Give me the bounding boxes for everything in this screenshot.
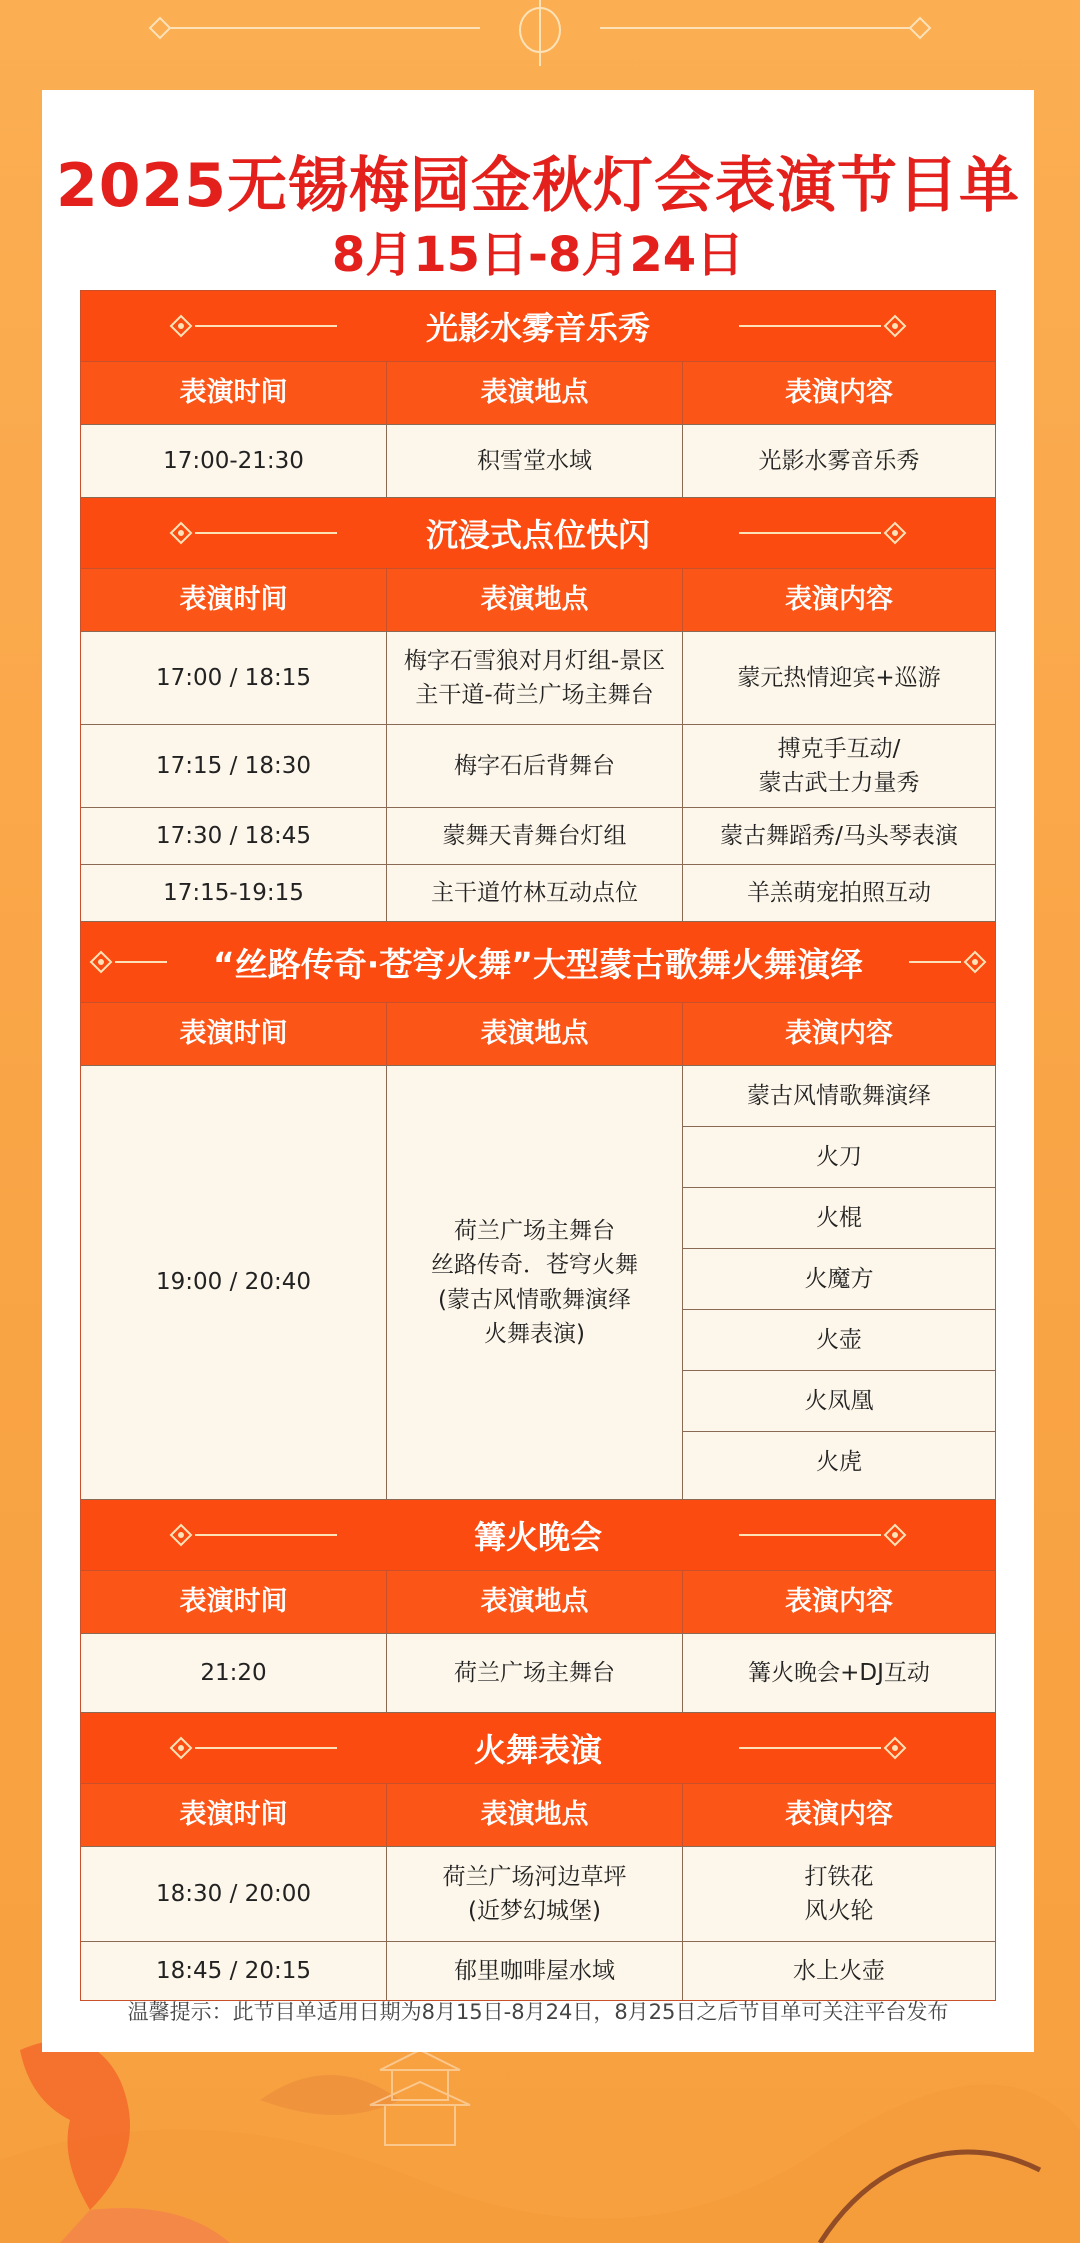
place-line: 主干道-荷兰广场主舞台 bbox=[415, 682, 654, 708]
column-header-row bbox=[81, 569, 995, 632]
ornament-right-icon bbox=[907, 950, 987, 974]
page-title: 2025无锡梅园金秋灯会表演节目单 bbox=[56, 151, 1020, 221]
place-line: 梅字石雪狼对月灯组-景区 bbox=[403, 647, 666, 674]
place-cell bbox=[387, 632, 683, 724]
header-content: 表演内容 bbox=[785, 1798, 893, 1830]
pagoda-icon bbox=[370, 2050, 470, 2145]
table-row bbox=[81, 632, 995, 725]
ornament-right-icon bbox=[737, 1523, 907, 1547]
content-cell: 火魔方 bbox=[683, 1249, 995, 1310]
section-title: 篝火晚会 bbox=[473, 1518, 602, 1556]
content-cell: 火虎 bbox=[816, 1449, 862, 1476]
time-cell: 17:15 / 18:30 bbox=[81, 725, 387, 807]
header-time: 表演时间 bbox=[81, 1003, 387, 1065]
header-place: 表演地点 bbox=[387, 1003, 683, 1065]
time-cell: 17:00 / 18:15 bbox=[81, 632, 387, 724]
table-row bbox=[81, 1942, 995, 2000]
column-header-row bbox=[81, 1003, 995, 1066]
place-cell: 主干道竹林互动点位 bbox=[387, 865, 683, 921]
header-content: 表演内容 bbox=[785, 376, 893, 408]
section-header bbox=[81, 291, 995, 362]
ornament-right-icon bbox=[737, 1736, 907, 1760]
content-cell: 水上火壶 bbox=[793, 1957, 885, 1984]
section-header bbox=[81, 498, 995, 569]
table-row bbox=[81, 1066, 995, 1500]
content-cell bbox=[683, 1847, 995, 1941]
place-line: 荷兰广场主舞台 bbox=[454, 1217, 615, 1244]
place-cell: 荷兰广场主舞台 bbox=[387, 1634, 683, 1712]
ornament-left-icon bbox=[89, 950, 169, 974]
header-place: 表演地点 bbox=[387, 1784, 683, 1846]
table-row bbox=[81, 1634, 995, 1713]
table-row bbox=[81, 865, 995, 922]
place-cell: 蒙舞天青舞台灯组 bbox=[387, 808, 683, 864]
time-cell: 17:15-19:15 bbox=[81, 865, 387, 921]
content-stack bbox=[683, 1066, 995, 1499]
ornament-left-icon bbox=[169, 1523, 339, 1547]
content-cell: 蒙元热情迎宾+巡游 bbox=[737, 664, 941, 691]
time-cell: 17:30 / 18:45 bbox=[81, 808, 387, 864]
place-cell bbox=[387, 1847, 683, 1941]
ornament-left-icon bbox=[169, 521, 339, 545]
content-line: 搏克手互动/ bbox=[777, 735, 901, 762]
content-cell: 火刀 bbox=[683, 1127, 995, 1188]
header-time: 表演时间 bbox=[81, 362, 387, 424]
header-place: 表演地点 bbox=[387, 1571, 683, 1633]
section-title: 沉浸式点位快闪 bbox=[425, 516, 650, 554]
date-range: 8月15日-8月24日 bbox=[331, 227, 745, 283]
column-header-row bbox=[81, 1784, 995, 1847]
table-row bbox=[81, 1847, 995, 1942]
place-line: (蒙古风情歌舞演绎 bbox=[438, 1286, 631, 1313]
column-header-row bbox=[81, 362, 995, 425]
header-place: 表演地点 bbox=[387, 569, 683, 631]
section-title: “丝路传奇·苍穹火舞”大型蒙古歌舞火舞演绎 bbox=[213, 944, 863, 984]
place-line: 荷兰广场河边草坪 bbox=[442, 1863, 627, 1890]
header-time: 表演时间 bbox=[81, 569, 387, 631]
content-cell: 蒙古风情歌舞演绎 bbox=[683, 1066, 995, 1127]
column-header-row bbox=[81, 1571, 995, 1634]
section-header bbox=[81, 922, 995, 1003]
time-cell: 18:30 / 20:00 bbox=[81, 1847, 387, 1941]
header-time: 表演时间 bbox=[81, 1571, 387, 1633]
place-cell: 郁里咖啡屋水域 bbox=[387, 1942, 683, 2000]
table-row bbox=[81, 725, 995, 808]
content-line: 风火轮 bbox=[804, 1898, 874, 1924]
table-row bbox=[81, 808, 995, 865]
header-place: 表演地点 bbox=[387, 362, 683, 424]
content-cell: 蒙古舞蹈秀/马头琴表演 bbox=[720, 822, 958, 849]
time-cell: 17:00-21:30 bbox=[81, 425, 387, 497]
content-cell: 火壶 bbox=[683, 1310, 995, 1371]
program-card bbox=[42, 90, 1034, 2052]
place-cell bbox=[387, 1066, 683, 1499]
lantern-icon bbox=[520, 0, 560, 66]
place-line: 火舞表演) bbox=[484, 1321, 585, 1347]
ornament-right-icon bbox=[737, 521, 907, 545]
content-cell bbox=[683, 725, 995, 807]
content-cell: 火棍 bbox=[683, 1188, 995, 1249]
header-content: 表演内容 bbox=[785, 583, 893, 615]
section-title: 火舞表演 bbox=[473, 1731, 602, 1769]
content-line: 蒙古武士力量秀 bbox=[758, 770, 920, 796]
place-line: 丝路传奇．苍穹火舞 bbox=[431, 1252, 638, 1278]
footer-note: 温馨提示：此节目单适用日期为8月15日-8月24日，8月25日之后节目单可关注平台发布 bbox=[127, 2000, 949, 2024]
top-decoration bbox=[0, 0, 1080, 80]
place-cell: 积雪堂水域 bbox=[387, 425, 683, 497]
content-cell: 羊羔萌宠拍照互动 bbox=[747, 879, 931, 906]
section-header bbox=[81, 1713, 995, 1784]
schedule-table bbox=[80, 290, 996, 2001]
time-cell: 19:00 / 20:40 bbox=[81, 1066, 387, 1499]
content-cell: 光影水雾音乐秀 bbox=[758, 447, 920, 474]
section-header bbox=[81, 1500, 995, 1571]
header-content: 表演内容 bbox=[785, 1017, 893, 1049]
ornament-right-icon bbox=[737, 314, 907, 338]
table-row bbox=[81, 425, 995, 498]
header-content: 表演内容 bbox=[785, 1585, 893, 1617]
content-line: 打铁花 bbox=[804, 1863, 874, 1890]
place-line: (近梦幻城堡) bbox=[468, 1898, 601, 1924]
ornament-left-icon bbox=[169, 314, 339, 338]
content-cell: 火凤凰 bbox=[683, 1371, 995, 1432]
ornament-left-icon bbox=[169, 1736, 339, 1760]
content-cell: 篝火晚会+DJ互动 bbox=[748, 1659, 930, 1686]
time-cell: 21:20 bbox=[81, 1634, 387, 1712]
header-time: 表演时间 bbox=[81, 1784, 387, 1846]
place-cell: 梅字石后背舞台 bbox=[387, 725, 683, 807]
time-cell: 18:45 / 20:15 bbox=[81, 1942, 387, 2000]
section-title: 光影水雾音乐秀 bbox=[425, 309, 650, 347]
